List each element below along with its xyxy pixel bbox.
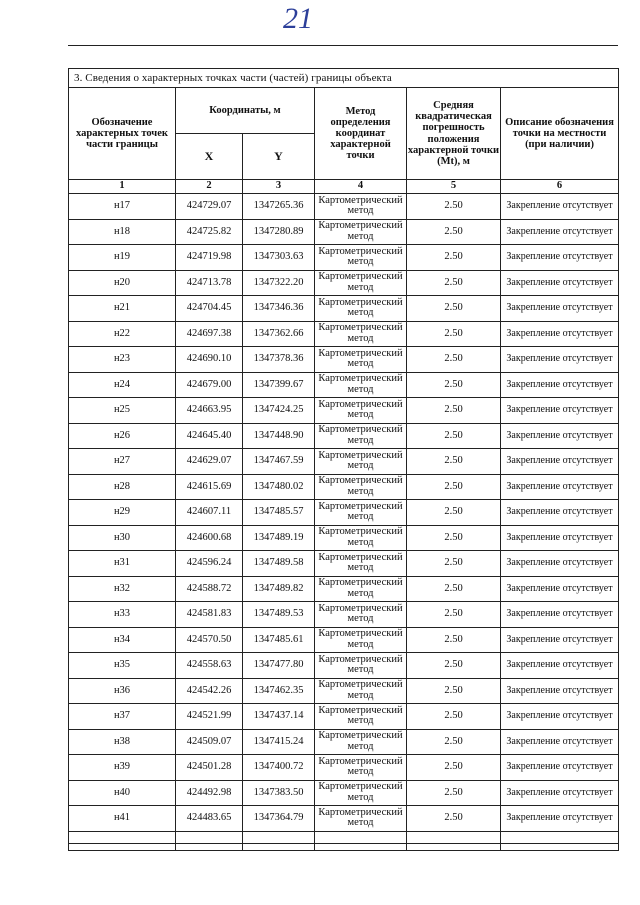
description: Закрепление отсутствует: [501, 194, 619, 220]
coord-x: 424521.99: [176, 704, 243, 730]
coord-x: 424663.95: [176, 398, 243, 424]
coord-y: 1347362.66: [243, 321, 315, 347]
section-title-row: [69, 69, 619, 88]
coord-y: 1347489.19: [243, 525, 315, 551]
point-label: н26: [69, 423, 176, 449]
coord-y: 1347346.36: [243, 296, 315, 322]
coord-x: 424679.00: [176, 372, 243, 398]
column-index: 1: [69, 180, 176, 194]
error-value: 2.50: [407, 780, 501, 806]
point-label: н41: [69, 806, 176, 832]
method: Картометрический метод: [315, 653, 407, 679]
error-value: 2.50: [407, 372, 501, 398]
description: Закрепление отсутствует: [501, 602, 619, 628]
method: Картометрический метод: [315, 678, 407, 704]
error-value: 2.50: [407, 576, 501, 602]
point-label: н20: [69, 270, 176, 296]
table-row: [69, 423, 619, 449]
point-label: н30: [69, 525, 176, 551]
table-row: [69, 678, 619, 704]
table-row: [69, 219, 619, 245]
error-value: 2.50: [407, 219, 501, 245]
point-label: н39: [69, 755, 176, 781]
coord-x: 424600.68: [176, 525, 243, 551]
table-row: [69, 500, 619, 526]
description: Закрепление отсутствует: [501, 398, 619, 424]
description: Закрепление отсутствует: [501, 678, 619, 704]
coord-y: 1347424.25: [243, 398, 315, 424]
table-row: [69, 321, 619, 347]
error-value: 2.50: [407, 729, 501, 755]
coord-y: 1347265.36: [243, 194, 315, 220]
point-label: н33: [69, 602, 176, 628]
method: Картометрический метод: [315, 372, 407, 398]
column-index: 6: [501, 180, 619, 194]
coord-x: 424704.45: [176, 296, 243, 322]
error-value: 2.50: [407, 194, 501, 220]
table-row: [69, 602, 619, 628]
method: Картометрический метод: [315, 270, 407, 296]
method: Картометрический метод: [315, 194, 407, 220]
coord-x: 424713.78: [176, 270, 243, 296]
method: Картометрический метод: [315, 704, 407, 730]
table-row: [69, 525, 619, 551]
blank-cell: [69, 831, 176, 850]
coord-x: 424596.24: [176, 551, 243, 577]
coord-x: 424588.72: [176, 576, 243, 602]
blank-cell: [243, 831, 315, 850]
description: Закрепление отсутствует: [501, 423, 619, 449]
coord-x: 424558.63: [176, 653, 243, 679]
method: Картометрический метод: [315, 627, 407, 653]
method: Картометрический метод: [315, 729, 407, 755]
method: Картометрический метод: [315, 806, 407, 832]
header-coords-label: Координаты, м: [176, 88, 315, 134]
coord-y: 1347399.67: [243, 372, 315, 398]
point-label: н37: [69, 704, 176, 730]
point-label: н35: [69, 653, 176, 679]
coord-x: 424729.07: [176, 194, 243, 220]
boundary-points-table: [68, 68, 619, 851]
method: Картометрический метод: [315, 219, 407, 245]
table-row: [69, 729, 619, 755]
description: Закрепление отсутствует: [501, 780, 619, 806]
description: Закрепление отсутствует: [501, 245, 619, 271]
description: Закрепление отсутствует: [501, 321, 619, 347]
error-value: 2.50: [407, 474, 501, 500]
coord-x: 424483.65: [176, 806, 243, 832]
header-point-label: Обозначение характерных точек части границы: [69, 88, 176, 180]
coord-y: 1347400.72: [243, 755, 315, 781]
coord-x: 424501.28: [176, 755, 243, 781]
table-row: [69, 704, 619, 730]
point-label: н31: [69, 551, 176, 577]
description: Закрепление отсутствует: [501, 270, 619, 296]
coord-x: 424697.38: [176, 321, 243, 347]
table-row: [69, 449, 619, 475]
coord-y: 1347485.61: [243, 627, 315, 653]
point-label: н22: [69, 321, 176, 347]
error-value: 2.50: [407, 806, 501, 832]
error-value: 2.50: [407, 755, 501, 781]
coord-y: 1347477.80: [243, 653, 315, 679]
error-value: 2.50: [407, 347, 501, 373]
table-row: [69, 627, 619, 653]
error-value: 2.50: [407, 678, 501, 704]
description: Закрепление отсутствует: [501, 806, 619, 832]
blank-cell: [407, 831, 501, 850]
point-label: н24: [69, 372, 176, 398]
error-value: 2.50: [407, 398, 501, 424]
table-row: [69, 296, 619, 322]
bottom-rule: [68, 843, 619, 844]
column-index: 4: [315, 180, 407, 194]
method: Картометрический метод: [315, 576, 407, 602]
coord-x: 424645.40: [176, 423, 243, 449]
error-value: 2.50: [407, 551, 501, 577]
error-value: 2.50: [407, 296, 501, 322]
section-title: 3. Сведения о характерных точках части (частей) границы объекта: [69, 69, 619, 88]
header-error-label: Средняя квадратическая погрешность положения характерной точки (Mt), м: [407, 88, 501, 180]
table-row: [69, 551, 619, 577]
coord-y: 1347378.36: [243, 347, 315, 373]
column-index: 2: [176, 180, 243, 194]
coord-x: 424725.82: [176, 219, 243, 245]
error-value: 2.50: [407, 525, 501, 551]
point-label: н32: [69, 576, 176, 602]
method: Картометрический метод: [315, 755, 407, 781]
coord-y: 1347437.14: [243, 704, 315, 730]
point-label: н38: [69, 729, 176, 755]
table-body: [69, 69, 619, 851]
column-index: 3: [243, 180, 315, 194]
coord-y: 1347467.59: [243, 449, 315, 475]
point-label: н21: [69, 296, 176, 322]
method: Картометрический метод: [315, 525, 407, 551]
error-value: 2.50: [407, 245, 501, 271]
description: Закрепление отсутствует: [501, 704, 619, 730]
error-value: 2.50: [407, 423, 501, 449]
header-y-label: Y: [243, 134, 315, 180]
top-rule: [68, 45, 618, 46]
point-label: н25: [69, 398, 176, 424]
coord-y: 1347480.02: [243, 474, 315, 500]
error-value: 2.50: [407, 449, 501, 475]
method: Картометрический метод: [315, 423, 407, 449]
table-row: [69, 194, 619, 220]
method: Картометрический метод: [315, 474, 407, 500]
table-row: [69, 780, 619, 806]
point-label: н28: [69, 474, 176, 500]
blank-cell: [501, 831, 619, 850]
method: Картометрический метод: [315, 321, 407, 347]
description: Закрепление отсутствует: [501, 576, 619, 602]
column-index-row: [69, 180, 619, 194]
coord-x: 424542.26: [176, 678, 243, 704]
blank-row: [69, 831, 619, 850]
method: Картометрический метод: [315, 780, 407, 806]
point-label: н34: [69, 627, 176, 653]
coord-y: 1347303.63: [243, 245, 315, 271]
coord-x: 424509.07: [176, 729, 243, 755]
page-number: 21: [283, 2, 313, 35]
blank-cell: [176, 831, 243, 850]
error-value: 2.50: [407, 270, 501, 296]
header-description-label: Описание обозначения точки на местности (при наличии): [501, 88, 619, 180]
description: Закрепление отсутствует: [501, 525, 619, 551]
coord-y: 1347383.50: [243, 780, 315, 806]
point-label: н29: [69, 500, 176, 526]
method: Картометрический метод: [315, 500, 407, 526]
method: Картометрический метод: [315, 449, 407, 475]
description: Закрепление отсутствует: [501, 627, 619, 653]
method: Картометрический метод: [315, 296, 407, 322]
description: Закрепление отсутствует: [501, 372, 619, 398]
method: Картометрический метод: [315, 398, 407, 424]
method: Картометрический метод: [315, 347, 407, 373]
description: Закрепление отсутствует: [501, 296, 619, 322]
table-row: [69, 806, 619, 832]
point-label: н17: [69, 194, 176, 220]
point-label: н36: [69, 678, 176, 704]
description: Закрепление отсутствует: [501, 500, 619, 526]
coord-x: 424615.69: [176, 474, 243, 500]
method: Картометрический метод: [315, 245, 407, 271]
coord-y: 1347485.57: [243, 500, 315, 526]
error-value: 2.50: [407, 627, 501, 653]
blank-cell: [315, 831, 407, 850]
method: Картометрический метод: [315, 602, 407, 628]
description: Закрепление отсутствует: [501, 219, 619, 245]
table-row: [69, 576, 619, 602]
coord-x: 424570.50: [176, 627, 243, 653]
error-value: 2.50: [407, 704, 501, 730]
coord-y: 1347489.82: [243, 576, 315, 602]
coord-y: 1347462.35: [243, 678, 315, 704]
coord-y: 1347280.89: [243, 219, 315, 245]
point-label: н18: [69, 219, 176, 245]
coord-x: 424607.11: [176, 500, 243, 526]
coord-y: 1347489.53: [243, 602, 315, 628]
description: Закрепление отсутствует: [501, 653, 619, 679]
error-value: 2.50: [407, 500, 501, 526]
column-index: 5: [407, 180, 501, 194]
point-label: н40: [69, 780, 176, 806]
description: Закрепление отсутствует: [501, 347, 619, 373]
method: Картометрический метод: [315, 551, 407, 577]
coord-y: 1347322.20: [243, 270, 315, 296]
error-value: 2.50: [407, 602, 501, 628]
description: Закрепление отсутствует: [501, 755, 619, 781]
header-method-label: Метод определения координат характерной точки: [315, 88, 407, 180]
description: Закрепление отсутствует: [501, 729, 619, 755]
error-value: 2.50: [407, 653, 501, 679]
error-value: 2.50: [407, 321, 501, 347]
table-left-border: [68, 820, 69, 844]
coord-x: 424581.83: [176, 602, 243, 628]
point-label: н19: [69, 245, 176, 271]
table-row: [69, 347, 619, 373]
coord-x: 424690.10: [176, 347, 243, 373]
point-label: н23: [69, 347, 176, 373]
coord-y: 1347489.58: [243, 551, 315, 577]
coord-y: 1347448.90: [243, 423, 315, 449]
table-row: [69, 653, 619, 679]
description: Закрепление отсутствует: [501, 449, 619, 475]
description: Закрепление отсутствует: [501, 551, 619, 577]
coord-y: 1347364.79: [243, 806, 315, 832]
header-x-label: X: [176, 134, 243, 180]
point-label: н27: [69, 449, 176, 475]
description: Закрепление отсутствует: [501, 474, 619, 500]
coord-x: 424492.98: [176, 780, 243, 806]
coord-x: 424629.07: [176, 449, 243, 475]
table-row: [69, 755, 619, 781]
table-row: [69, 372, 619, 398]
coord-x: 424719.98: [176, 245, 243, 271]
table-row: [69, 398, 619, 424]
table-row: [69, 270, 619, 296]
header-row-1: [69, 88, 619, 134]
table-row: [69, 245, 619, 271]
coord-y: 1347415.24: [243, 729, 315, 755]
table-row: [69, 474, 619, 500]
